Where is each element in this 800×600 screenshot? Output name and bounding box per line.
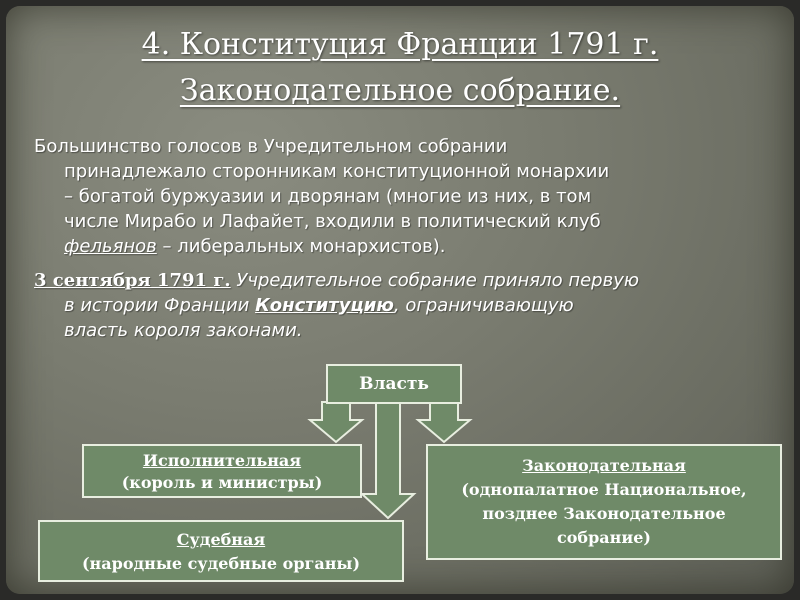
p1-line-1: Большинство голосов в Учредительном собрании bbox=[34, 136, 508, 157]
executive-heading: Исполнительная bbox=[142, 451, 302, 470]
power-label: Власть bbox=[359, 374, 429, 394]
box-executive bbox=[82, 444, 362, 498]
p2-line-2-post: , ограничивающую bbox=[393, 295, 574, 316]
date-label: 3 сентября 1791 г. bbox=[34, 270, 231, 291]
legislative-detail-2: позднее Законодательное bbox=[482, 504, 726, 523]
title-line-2: Законодательное собрание. bbox=[179, 73, 621, 108]
box-power bbox=[326, 364, 462, 404]
judicial-heading: Судебная bbox=[176, 530, 266, 549]
term-feuillants: фельянов bbox=[64, 236, 157, 257]
legislative-detail-3: собрание) bbox=[557, 528, 651, 547]
term-constitution: Конституцию bbox=[255, 295, 394, 316]
legislative-detail-1: (однопалатное Национальное, bbox=[461, 480, 747, 499]
p2-line-1-rest: Учредительное собрание приняло первую bbox=[230, 270, 640, 291]
legislative-heading: Законодательная bbox=[522, 456, 686, 475]
box-legislative bbox=[426, 444, 782, 560]
arrow-to-legislative bbox=[418, 402, 470, 442]
box-judicial bbox=[38, 520, 404, 582]
judicial-detail: (народные судебные органы) bbox=[81, 554, 361, 573]
arrow-to-judicial bbox=[362, 402, 414, 518]
p1-line-3: – богатой буржуазии и дворянам (многие из них, в том bbox=[64, 186, 592, 207]
executive-detail: (король и министры) bbox=[121, 473, 323, 492]
p1-line-2: принадлежало сторонникам конституционной монархии bbox=[64, 161, 610, 182]
p2-line-2-pre: в истории Франции bbox=[64, 295, 256, 316]
p2-line-3: власть короля законами. bbox=[64, 320, 303, 341]
arrow-to-executive bbox=[310, 402, 362, 442]
p1-line-5-rest: – либеральных монархистов). bbox=[156, 236, 446, 257]
title-line-1: 4. Конституция Франции 1791 г. bbox=[141, 27, 659, 62]
p1-line-4: числе Мирабо и Лафайет, входили в политический клуб bbox=[64, 211, 601, 232]
